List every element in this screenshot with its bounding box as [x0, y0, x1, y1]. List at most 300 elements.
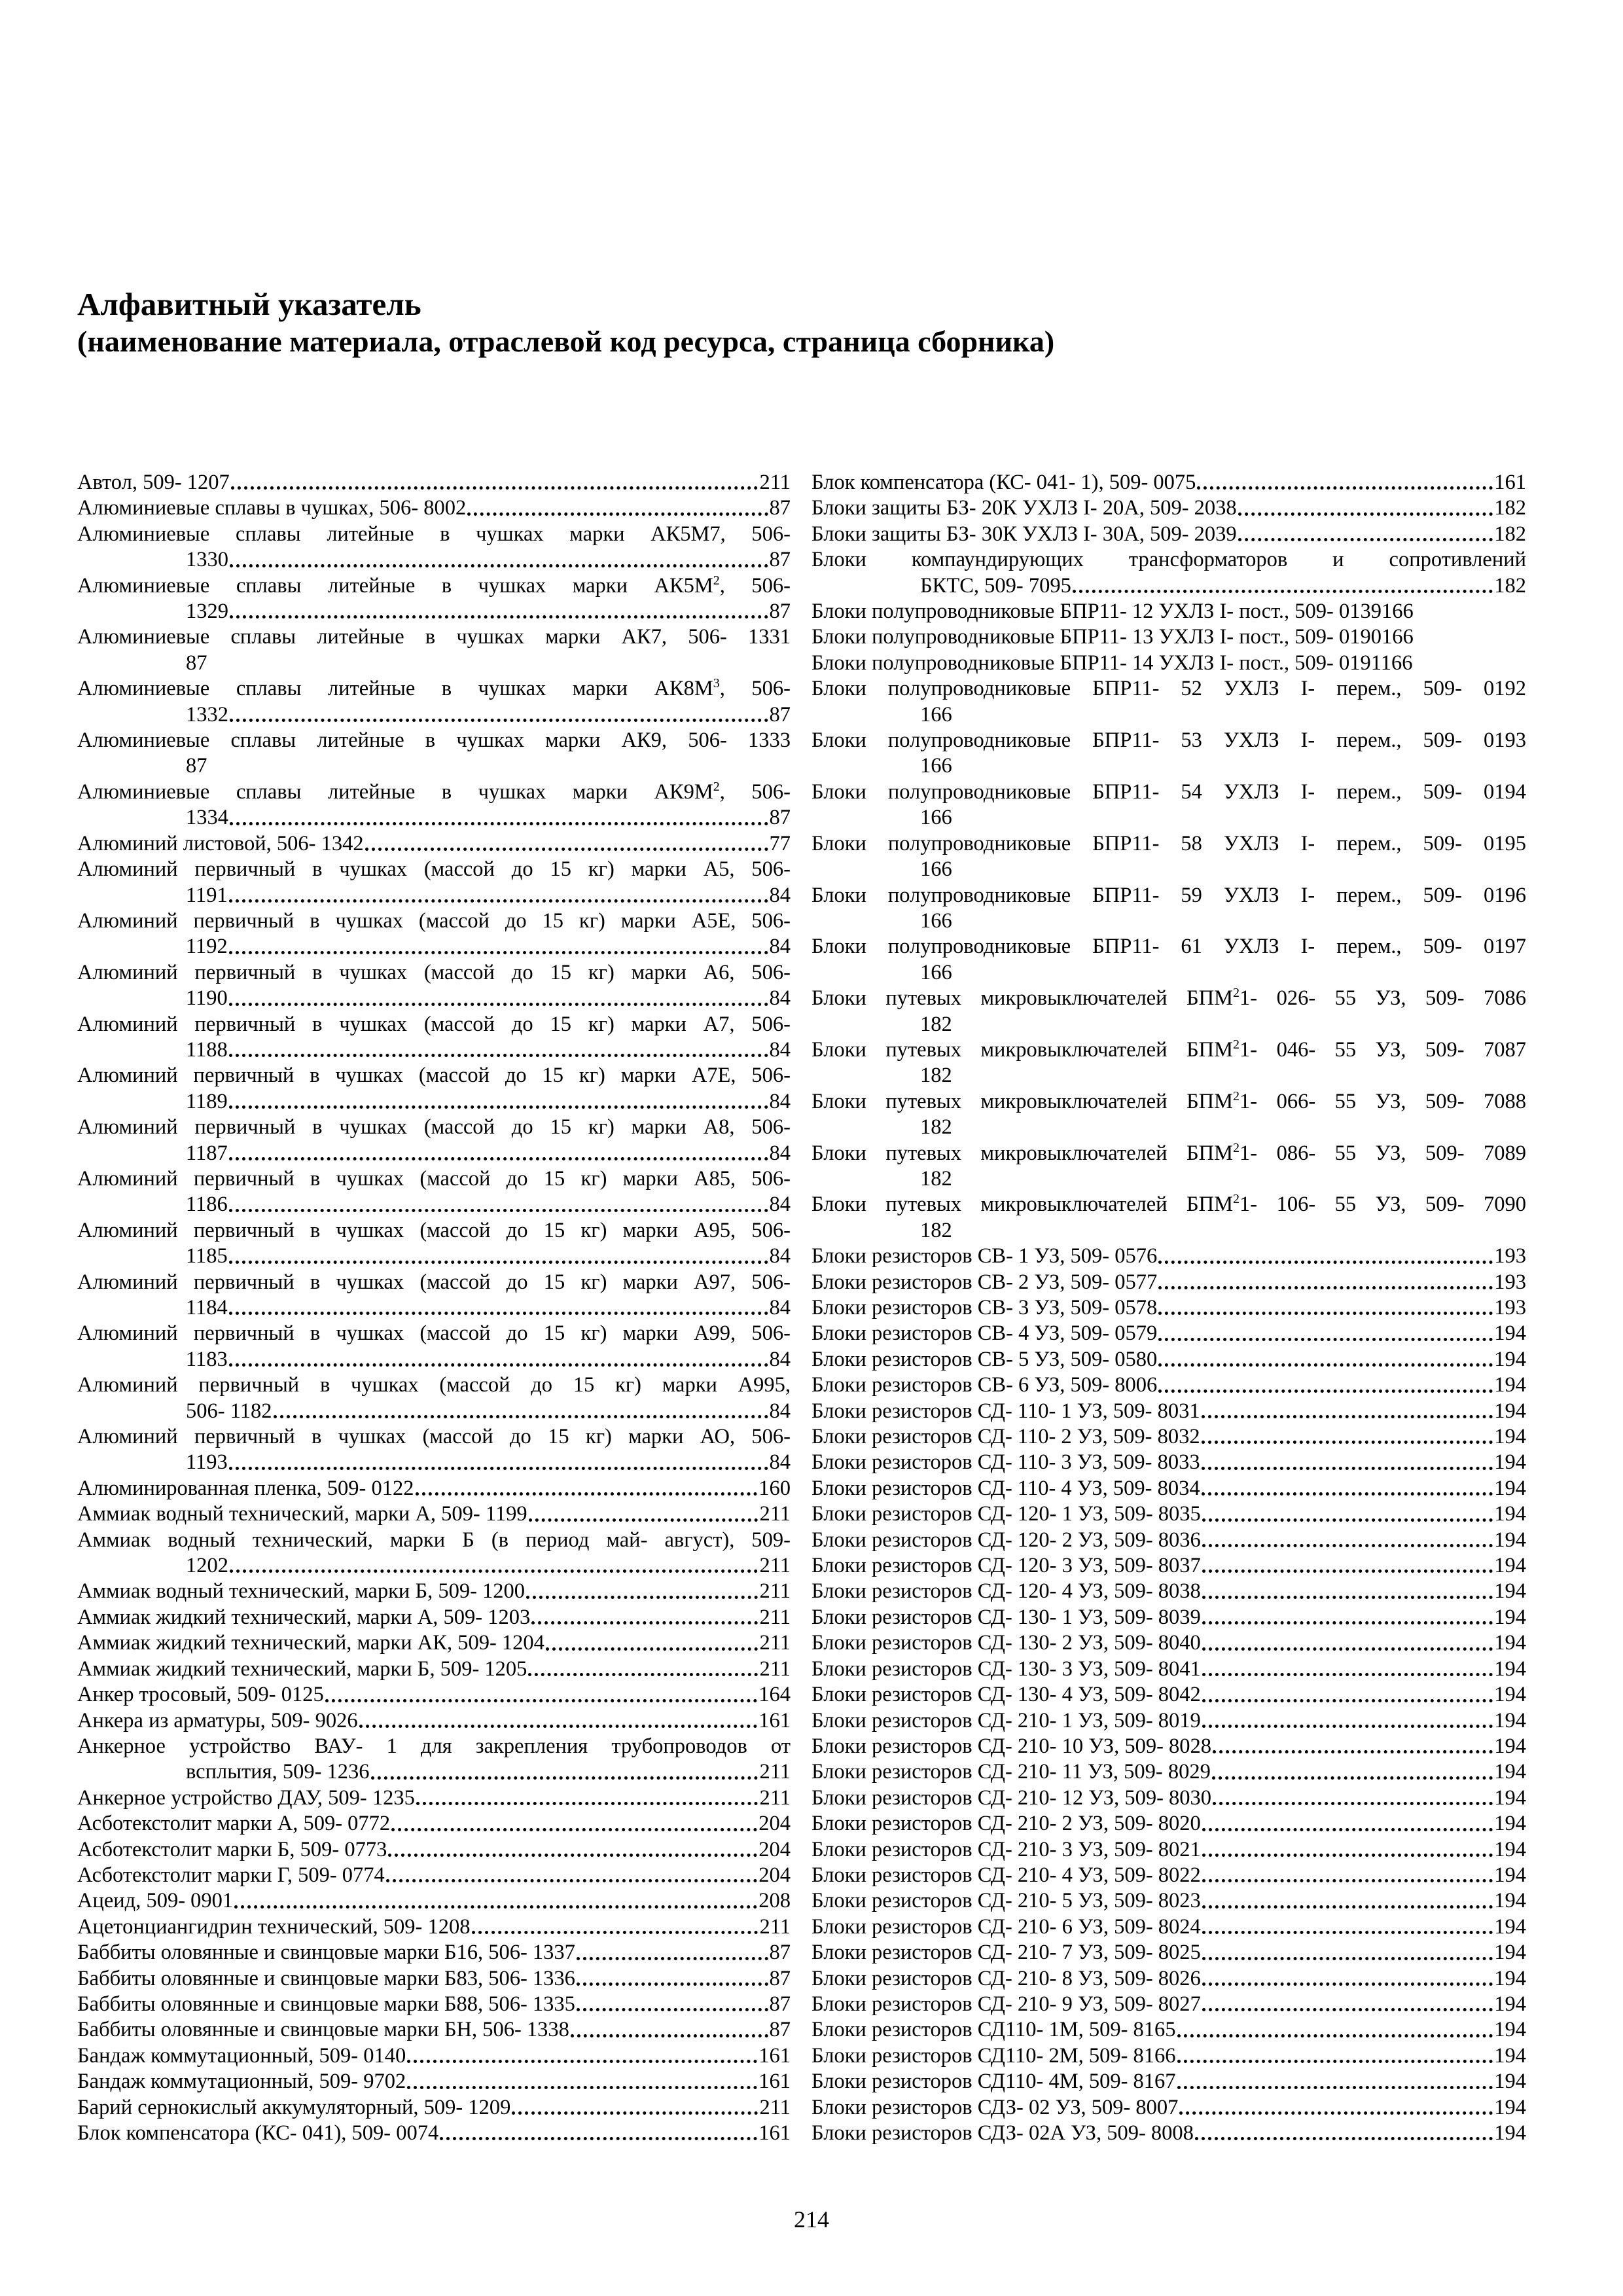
- entry-text: Алюминиевые сплавы литейные в чушках марки АК9, 506- 1333: [77, 728, 791, 753]
- dot-leader: [230, 1562, 758, 1573]
- entry-page: 194: [1494, 1812, 1526, 1836]
- dot-leader: [1202, 1717, 1493, 1728]
- index-subtitle: (наименование материала, отраслевой код ресурса, страница сборника): [77, 325, 1055, 358]
- index-entry: [812, 1992, 1526, 2017]
- entry-page: 194: [1494, 1425, 1526, 1449]
- entry-text: Алюминий первичный в чушках (массой до 15 кг) марки А6, 506-: [77, 960, 791, 984]
- entry-line: [812, 1528, 1526, 1553]
- index-entry: [77, 1888, 791, 1914]
- entry-line: [77, 1992, 791, 2017]
- entry-text: Асботекстолит марки Г, 509- 0774: [77, 1863, 385, 1887]
- entry-text: Аммиак водный технический, марки Б, 509- 1200: [77, 1579, 526, 1604]
- entry-page: 194: [1494, 1450, 1526, 1475]
- entry-line: [77, 2095, 791, 2121]
- entry-page: 84: [769, 1244, 791, 1268]
- entry-page: 208: [758, 1889, 791, 1913]
- entry-page: 211: [759, 1631, 791, 1655]
- entry-page: 182: [920, 1166, 952, 1191]
- index-entry: [812, 2017, 1526, 2043]
- entry-text: Блоки резисторов СДЗ- 02 УЗ, 509- 8007: [812, 2095, 1179, 2119]
- dot-leader: [571, 2026, 768, 2037]
- entry-page: 194: [1494, 2018, 1526, 2042]
- entry-page: 194: [1494, 1399, 1526, 1423]
- entry-text: Блоки резисторов СД- 210- 5 УЗ, 509- 8023: [812, 1889, 1201, 1913]
- entry-text: Блок компенсатора (КС- 041), 509- 0074: [77, 2121, 439, 2145]
- index-entry: [812, 1888, 1526, 1914]
- entry-line: [77, 1295, 791, 1321]
- entry-page: 194: [1494, 2043, 1526, 2068]
- index-entry: [77, 1863, 791, 1888]
- dot-leader: [416, 1484, 758, 1496]
- entry-page: 182: [920, 1012, 952, 1036]
- index-title: Алфавитный указатель: [77, 286, 421, 322]
- entry-line: [812, 1630, 1526, 1656]
- index-entry: [77, 624, 791, 676]
- entry-text-continued: 1332: [186, 702, 228, 726]
- entry-line: [77, 1759, 791, 1785]
- dot-leader: [1213, 1742, 1493, 1753]
- entry-text: Блоки резисторов СВ- 5 УЗ, 509- 0580: [812, 1347, 1158, 1371]
- entry-line: [812, 1372, 1526, 1398]
- index-entry: [812, 1785, 1526, 1811]
- index-heading: [77, 285, 1556, 360]
- entry-line: [812, 1347, 1526, 1372]
- index-entry: [77, 1966, 791, 1992]
- index-entry: [812, 1424, 1526, 1450]
- entry-text: Алюминиевые сплавы в чушках, 506- 8002: [77, 496, 467, 520]
- index-entry: [812, 470, 1526, 495]
- entry-text: Блоки резисторов СД- 210- 9 УЗ, 509- 8027: [812, 1992, 1201, 2016]
- entry-text: Блоки резисторов СД- 210- 10 УЗ, 509- 8028: [812, 1734, 1212, 1758]
- entry-text: Блоки резисторов СВ- 1 УЗ, 509- 0576: [812, 1244, 1158, 1268]
- page-number: 214: [794, 2206, 829, 2233]
- entry-line: [812, 1759, 1526, 1785]
- entry-text: Алюминий первичный в чушках (массой до 15 кг) марки А85, 506-: [77, 1166, 791, 1191]
- entry-page: 87: [769, 548, 791, 572]
- entry-page: 87: [769, 1941, 791, 1965]
- dot-leader: [388, 1846, 757, 1857]
- superscript: 2: [1233, 1140, 1240, 1155]
- index-column-right: [812, 470, 1526, 2146]
- entry-page: 211: [759, 1785, 791, 1810]
- dot-leader: [577, 1949, 768, 1960]
- entry-page: 87: [769, 600, 791, 624]
- index-entry: [812, 2095, 1526, 2121]
- index-entry: [77, 1630, 791, 1656]
- entry-line: [77, 883, 791, 908]
- entry-page: 194: [1494, 1941, 1526, 1965]
- entry-page: 161: [758, 1708, 791, 1732]
- entry-text: Блоки резисторов СД- 210- 1 УЗ, 509- 8019: [812, 1708, 1201, 1732]
- index-entry: [812, 1321, 1526, 1346]
- entry-page: 194: [1494, 1889, 1526, 1913]
- entry-line: [77, 1940, 791, 1965]
- entry-line: [77, 2017, 791, 2043]
- entry-page: 211: [759, 1914, 791, 1939]
- dot-leader: [1238, 530, 1493, 541]
- entry-text: Барий сернокислый аккумуляторный, 509- 1209: [77, 2095, 511, 2119]
- entry-text: Алюминий листовой, 506- 1342: [77, 831, 364, 855]
- entry-text: Анкерное устройство ДАУ, 509- 1235: [77, 1785, 415, 1810]
- entry-text: Аммиак водный технический, марки А, 509- 1199: [77, 1502, 527, 1526]
- dot-leader: [229, 1304, 768, 1315]
- index-entry: [77, 728, 791, 780]
- entry-line: [77, 1863, 791, 1888]
- entry-text: Блоки резисторов СВ- 6 УЗ, 509- 8006: [812, 1373, 1158, 1397]
- entry-line: [77, 1476, 791, 1501]
- entry-page: 194: [1494, 1605, 1526, 1629]
- dot-leader: [1202, 1665, 1493, 1676]
- entry-text: Блоки полупроводниковые БПР11- 14 УХЛЗ I- пост., 509- 0191166: [812, 651, 1413, 675]
- entry-text: Алюминий первичный в чушках (массой до 15 кг) марки А7Е, 506-: [77, 1064, 791, 1088]
- dot-leader: [1202, 1433, 1493, 1444]
- index-entry: [812, 1734, 1526, 1759]
- entry-page: 194: [1494, 1760, 1526, 1784]
- entry-page: 194: [1494, 1837, 1526, 1861]
- entry-text-continued: 1189: [186, 1089, 228, 1113]
- entry-page: 166: [920, 702, 952, 726]
- index-entry: [77, 2069, 791, 2094]
- entry-text-continued: всплытия, 509- 1236: [186, 1760, 370, 1784]
- dot-leader: [531, 1613, 758, 1624]
- entry-text: Блоки резисторов СВ- 2 УЗ, 509- 0577: [812, 1270, 1158, 1294]
- index-entry: [812, 1940, 1526, 1965]
- entry-text: Блоки путевых микровыключателей БПМ$^2$1- 086- 55 УЗ, 509- 7089: [812, 1140, 1526, 1165]
- entry-page: 84: [769, 1450, 791, 1475]
- entry-page: 194: [1494, 1321, 1526, 1346]
- dot-leader: [1212, 1768, 1493, 1780]
- entry-line: [812, 2069, 1526, 2094]
- index-entry: [77, 1012, 791, 1064]
- index-entry: [77, 1785, 791, 1811]
- entry-line: [812, 1270, 1526, 1295]
- entry-text-continued: 1188: [186, 1037, 228, 1062]
- index-entry: [812, 1399, 1526, 1424]
- entry-text: Аммиак водный технический, марки Б (в период май- август), 509-: [77, 1528, 791, 1552]
- entry-text: Блоки полупроводниковые БПР11- 58 УХЛЗ I- перем., 509- 0195: [812, 831, 1526, 855]
- entry-line: [77, 1914, 791, 1940]
- superscript: 2: [1233, 1088, 1240, 1103]
- entry-line: [77, 547, 791, 573]
- index-entry: [77, 495, 791, 521]
- entry-page: 84: [769, 986, 791, 1011]
- entry-line: [812, 1940, 1526, 1965]
- dot-leader: [472, 1923, 758, 1934]
- entry-page: 194: [1494, 2121, 1526, 2145]
- dot-leader: [1202, 1484, 1493, 1496]
- entry-line: [812, 1734, 1526, 1759]
- dot-leader: [1202, 1536, 1493, 1547]
- dot-leader: [325, 1691, 758, 1702]
- dot-leader: [529, 1511, 758, 1522]
- dot-leader: [1177, 2026, 1493, 2037]
- index-entry: [812, 676, 1526, 728]
- entry-text: Алюминиевые сплавы литейные в чушках марки АК7, 506- 1331: [77, 625, 791, 649]
- entry-page: 204: [758, 1812, 791, 1836]
- entry-page: 194: [1494, 1734, 1526, 1758]
- index-entry: [812, 651, 1526, 676]
- dot-leader: [1158, 1382, 1493, 1393]
- entry-page: 182: [1494, 573, 1526, 598]
- dot-leader: [1202, 1691, 1493, 1702]
- entry-text: Блоки резисторов СД110- 2М, 509- 8166: [812, 2043, 1176, 2068]
- index-entry: [77, 908, 791, 960]
- entry-page: 194: [1494, 2095, 1526, 2119]
- entry-line: [812, 1605, 1526, 1630]
- index-entry: [812, 522, 1526, 547]
- index-entry: [77, 831, 791, 857]
- entry-text-continued: 1191: [186, 883, 228, 907]
- index-entry: [812, 1914, 1526, 1940]
- entry-page: 87: [186, 651, 207, 675]
- index-entry: [812, 883, 1526, 935]
- entry-text: Блоки резисторов СД- 120- 4 УЗ, 509- 8038: [812, 1579, 1201, 1604]
- index-entry: [812, 1657, 1526, 1682]
- dot-leader: [1202, 1407, 1493, 1418]
- entry-line: [77, 934, 791, 960]
- entry-page: 194: [1494, 1373, 1526, 1397]
- entry-text: Блоки резисторов СД- 210- 4 УЗ, 509- 8022: [812, 1863, 1201, 1887]
- entry-text: Ацеид, 509- 0901: [77, 1889, 234, 1913]
- entry-page: 182: [920, 1064, 952, 1088]
- entry-page: 84: [769, 1296, 791, 1319]
- index-entry: [77, 676, 791, 728]
- entry-page: 194: [1494, 1785, 1526, 1810]
- entry-text: Алюминиевые сплавы литейные в чушках марки АК5М7, 506-: [77, 522, 791, 546]
- entry-line: [77, 1630, 791, 1656]
- index-entry: [77, 1218, 791, 1270]
- entry-line: [77, 805, 791, 831]
- entry-line: [77, 1837, 791, 1863]
- superscript: 2: [1233, 986, 1240, 1001]
- entry-text: Анкерное устройство ВАУ- 1 для закрепления трубопроводов от: [77, 1734, 791, 1758]
- index-entry: [812, 2069, 1526, 2094]
- entry-line: [812, 1501, 1526, 1527]
- index-entry: [77, 1115, 791, 1166]
- entry-page: 161: [758, 2070, 791, 2094]
- entry-page: 87: [769, 496, 791, 520]
- entry-text: Баббиты оловянные и свинцовые марки Б88, 506- 1335: [77, 1992, 575, 2016]
- index-entry: [812, 599, 1526, 624]
- dot-leader: [1202, 1949, 1493, 1960]
- index-entry: [77, 1605, 791, 1630]
- index-entry: [77, 1501, 791, 1527]
- entry-text-continued: 1183: [186, 1347, 228, 1371]
- entry-line: [77, 1501, 791, 1527]
- entry-text-continued: 1185: [186, 1244, 228, 1268]
- entry-text: Блоки полупроводниковые БПР11- 12 УХЛЗ I- пост., 509- 0139166: [812, 600, 1414, 624]
- entry-text: Алюминий первичный в чушках (массой до 15 кг) марки А95, 506-: [77, 1218, 791, 1242]
- entry-page: 87: [769, 806, 791, 830]
- entry-text: Алюминиевые сплавы литейные в чушках марки $АК9М^2$, 506-: [77, 780, 791, 804]
- index-entry: [812, 1450, 1526, 1475]
- entry-line: [812, 1244, 1526, 1269]
- index-entry: [77, 1992, 791, 2017]
- index-entry: [77, 1914, 791, 1940]
- entry-page: 194: [1494, 1631, 1526, 1655]
- entry-line: [812, 1476, 1526, 1501]
- dot-leader: [1158, 1330, 1493, 1341]
- index-entry: [77, 1372, 791, 1424]
- entry-page: 194: [1494, 1966, 1526, 1990]
- superscript: 3: [713, 676, 720, 691]
- entry-page: 211: [759, 2095, 791, 2119]
- index-entry: [812, 934, 1526, 986]
- entry-page: 194: [1494, 1863, 1526, 1887]
- index-entry: [812, 1759, 1526, 1785]
- dot-leader: [546, 1640, 758, 1651]
- dot-leader: [1202, 1897, 1493, 1909]
- dot-leader: [577, 2000, 768, 2011]
- entry-text: Баббиты оловянные и свинцовые марки Б16, 506- 1337: [77, 1941, 575, 1965]
- entry-text-continued: 1330: [186, 548, 228, 572]
- entry-text: Блоки резисторов СД- 120- 2 УЗ, 509- 8036: [812, 1528, 1201, 1552]
- entry-text: Асботекстолит марки Б, 509- 0773: [77, 1837, 387, 1861]
- index-entry: [812, 1037, 1526, 1089]
- dot-leader: [467, 505, 768, 516]
- entry-page: 166: [920, 908, 952, 933]
- entry-line: [77, 1682, 791, 1708]
- index-entry: [77, 1734, 791, 1785]
- entry-line: [812, 1992, 1526, 2017]
- entry-text-continued: 1334: [186, 806, 228, 830]
- entry-text-continued: 1193: [186, 1450, 228, 1475]
- entry-line: [77, 1089, 791, 1115]
- index-entry: [812, 986, 1526, 1037]
- index-entry: [812, 1837, 1526, 1863]
- index-entry: [77, 960, 791, 1012]
- dot-leader: [1177, 2052, 1493, 2063]
- entry-text: Баббиты оловянные и свинцовые марки Б83, 506- 1336: [77, 1966, 575, 1990]
- dot-leader: [1195, 2129, 1493, 2140]
- entry-line: [77, 1192, 791, 1217]
- entry-line: [77, 1657, 791, 1682]
- index-entry: [812, 1682, 1526, 1708]
- entry-line: [77, 1811, 791, 1837]
- entry-line: [77, 599, 791, 624]
- entry-line: [812, 1785, 1526, 1811]
- entry-text-continued: 1186: [186, 1193, 228, 1217]
- entry-page: 194: [1494, 1347, 1526, 1371]
- entry-text-continued: 1192: [186, 935, 228, 959]
- entry-line: [812, 1837, 1526, 1863]
- index-entry: [77, 1270, 791, 1321]
- index-entry: [77, 2095, 791, 2121]
- index-entry: [812, 1476, 1526, 1501]
- entry-page: 211: [759, 1579, 791, 1604]
- entry-text: Блоки резисторов СД- 210- 6 УЗ, 509- 8024: [812, 1914, 1201, 1939]
- dot-leader: [526, 1588, 758, 1599]
- entry-line: [77, 1450, 791, 1475]
- entry-text: Блоки компаундирующих трансформаторов и сопротивлений: [812, 548, 1526, 572]
- dot-leader: [230, 556, 768, 567]
- entry-page: 193: [1494, 1244, 1526, 1268]
- entry-text: Анкер тросовый, 509- 0125: [77, 1683, 324, 1707]
- entry-page: 211: [759, 471, 791, 494]
- dot-leader: [229, 1459, 768, 1470]
- entry-line: [77, 1244, 791, 1269]
- dot-leader: [1202, 1923, 1493, 1934]
- entry-text: Блоки резисторов СД- 110- 3 УЗ, 509- 8033: [812, 1450, 1200, 1475]
- dot-leader: [512, 2104, 758, 2115]
- entry-text: Блоки путевых микровыключателей БПМ$^2$1- 066- 55 УЗ, 509- 7088: [812, 1088, 1526, 1113]
- entry-text: Блоки резисторов СД- 130- 3 УЗ, 509- 8041: [812, 1657, 1201, 1681]
- dot-leader: [1179, 2104, 1493, 2115]
- entry-text: Блоки резисторов СД- 110- 1 УЗ, 509- 8031: [812, 1399, 1200, 1423]
- dot-leader: [371, 1768, 758, 1780]
- entry-text: Блоки резисторов СД110- 1М, 509- 8165: [812, 2018, 1176, 2042]
- entry-text: Блоки полупроводниковые БПР11- 52 УХЛЗ I- перем., 509- 0192: [812, 677, 1526, 701]
- entry-page: 84: [769, 1193, 791, 1217]
- entry-text: Аммиак жидкий технический, марки А, 509- 1203: [77, 1605, 531, 1629]
- entry-line: [812, 1708, 1526, 1734]
- entry-line: [77, 2043, 791, 2069]
- entry-page: 194: [1494, 1502, 1526, 1526]
- dot-leader: [231, 478, 758, 490]
- entry-text: Алюминий первичный в чушках (массой до 15 кг) марки А5Е, 506-: [77, 908, 791, 933]
- entry-line: [77, 1037, 791, 1063]
- entry-page: 161: [1494, 471, 1526, 494]
- entry-page: 194: [1494, 1914, 1526, 1939]
- entry-page: 87: [769, 2018, 791, 2042]
- index-entry: [812, 1811, 1526, 1837]
- index-entry: [812, 1089, 1526, 1141]
- entry-text: Блоки резисторов СД- 120- 1 УЗ, 509- 8035: [812, 1502, 1201, 1526]
- entry-text: Автол, 509- 1207: [77, 471, 230, 494]
- dot-leader: [1202, 1562, 1493, 1573]
- index-entry: [77, 1321, 791, 1372]
- dot-leader: [407, 2078, 757, 2089]
- index-entry: [812, 2043, 1526, 2069]
- entry-page: 194: [1494, 1708, 1526, 1732]
- entry-line: [77, 470, 791, 495]
- entry-text: Алюминий первичный в чушках (массой до 15 кг) марки А995,: [77, 1373, 791, 1397]
- index-entry: [812, 1347, 1526, 1372]
- index-entry: [812, 1708, 1526, 1734]
- index-entry: [77, 470, 791, 495]
- entry-text: Блоки полупроводниковые БПР11- 54 УХЛЗ I- перем., 509- 0194: [812, 780, 1526, 804]
- entry-text: Блоки резисторов СД- 210- 12 УЗ, 509- 8030: [812, 1785, 1212, 1810]
- entry-page: 166: [920, 754, 952, 778]
- entry-line: [812, 1579, 1526, 1604]
- dot-leader: [577, 1975, 768, 1986]
- dot-leader: [229, 995, 768, 1006]
- entry-line: [812, 522, 1526, 547]
- entry-text: Блоки резисторов СД- 110- 4 УЗ, 509- 8034: [812, 1476, 1200, 1500]
- entry-text: Блоки полупроводниковые БПР11- 59 УХЛЗ I- перем., 509- 0196: [812, 883, 1526, 907]
- entry-line: [812, 2121, 1526, 2146]
- entry-text: Блоки защиты БЗ- 20К УХЛЗ I- 20А, 509- 2038: [812, 496, 1237, 520]
- entry-text: Алюминий первичный в чушках (массой до 15 кг) марки А8, 506-: [77, 1115, 791, 1139]
- entry-text: Алюминиевые сплавы литейные в чушках марки $АК8М^3$, 506-: [77, 676, 791, 701]
- entry-line: [812, 1682, 1526, 1708]
- superscript: 2: [713, 780, 720, 795]
- entry-page: 166: [920, 960, 952, 984]
- index-entry: [812, 1553, 1526, 1579]
- entry-page: 194: [1494, 1554, 1526, 1578]
- index-entry: [77, 2043, 791, 2069]
- dot-leader: [229, 891, 768, 903]
- entry-page: 87: [769, 1966, 791, 1990]
- index-entry: [77, 2017, 791, 2043]
- entry-page: 84: [769, 1037, 791, 1062]
- entry-page: 211: [759, 1760, 791, 1784]
- entry-page: 87: [186, 754, 207, 778]
- entry-text: Блок компенсатора (КС- 041- 1), 509- 0075: [812, 471, 1196, 494]
- dot-leader: [416, 1794, 758, 1805]
- entry-line: [812, 2043, 1526, 2069]
- entry-text: Ацетонциангидрин технический, 509- 1208: [77, 1914, 471, 1939]
